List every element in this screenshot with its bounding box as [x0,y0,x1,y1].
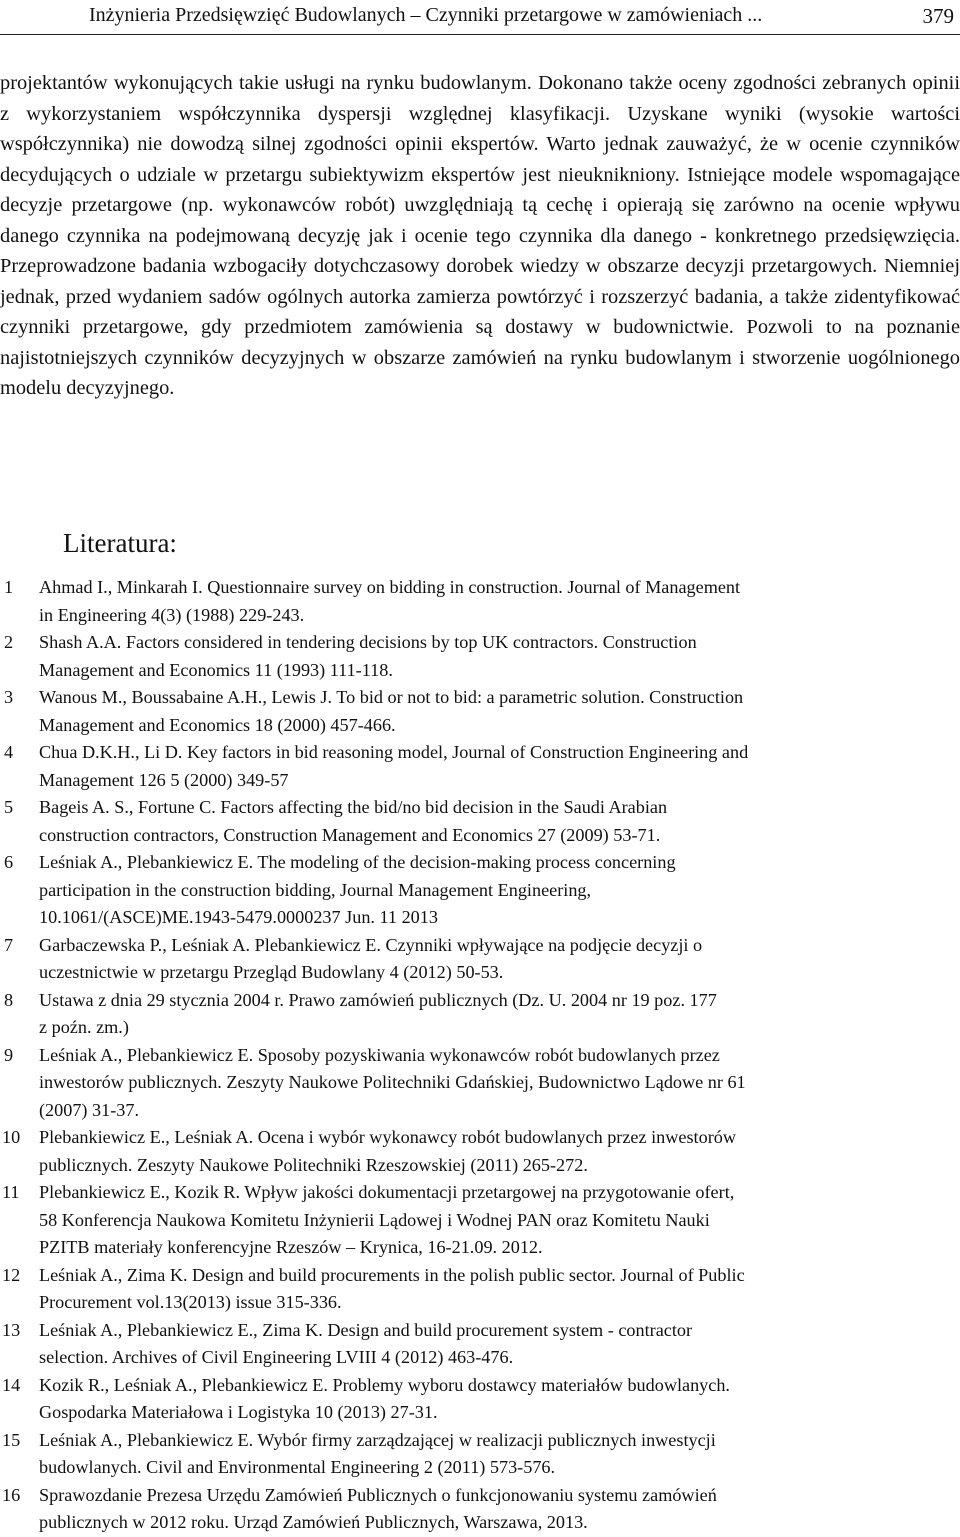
reference-text-line: Garbaczewska P., Leśniak A. Plebankiewicz E. Czynniki wpływające na podjęcie decyzji o [39,934,703,955]
reference-text-line: Plebankiewicz E., Kozik R. Wpływ jakości dokumentacji przetargowej na przygotowanie ofert, [39,1182,735,1202]
page-number: 379 [922,4,954,28]
reference-text-line: construction contractors, Construction Management and Economics 27 (2009) 53-71. [39,824,661,845]
reference-text-line: Management and Economics 18 (2000) 457-466. [39,714,396,735]
reference-item [0,1317,960,1372]
reference-text-line: uczestnictwie w przetargu Przegląd Budowlany 4 (2012) 50-53. [39,962,504,982]
reference-item [0,932,960,987]
reference-number: 9 [4,1044,14,1065]
reference-text-line: publicznych. Zeszyty Naukowe Politechniki Rzeszowskiej (2011) 265-272. [39,1154,588,1175]
reference-text-line: Kozik R., Leśniak A., Plebankiewicz E. Problemy wyboru dostawcy materiałów budowlanych. [39,1374,730,1395]
reference-item [0,684,960,739]
reference-item [0,1124,960,1179]
reference-item [0,739,960,794]
reference-item [0,1372,960,1427]
reference-number: 2 [4,632,14,652]
reference-text-line: Ahmad I., Minkarah I. Questionnaire survey on bidding in construction. Journal of Management [39,577,741,597]
reference-text-line: Wanous M., Boussabaine A.H., Lewis J. To bid or not to bid: a parametric solution. Construction [39,687,744,707]
reference-number: 14 [2,1374,21,1395]
running-header [0,0,960,35]
reference-text-line: Ustawa z dnia 29 stycznia 2004 r. Prawo zamówień publicznych (Dz. U. 2004 nr 19 poz. 177 [39,989,717,1010]
reference-item [0,1482,960,1537]
reference-text-line: Management 126 5 (2000) 349-57 [39,769,289,790]
reference-text-line: PZITB materiały konferencyjne Rzeszów – Krynica, 16-21.09. 2012. [39,1237,543,1257]
reference-number: 10 [2,1127,21,1147]
reference-text-line: selection. Archives of Civil Engineering LVIII 4 (2012) 463-476. [39,1347,514,1367]
reference-text-line: budowlanych. Civil and Environmental Engineering 2 (2011) 573-576. [39,1457,556,1477]
literature-heading: Literatura: [63,528,177,558]
reference-text-line: Leśniak A., Zima K. Design and build procurements in the polish public sector. Journal of Public [39,1264,745,1285]
reference-item [0,794,960,849]
reference-text-line: Sprawozdanie Prezesa Urzędu Zamówień Publicznych o funkcjonowaniu systemu zamówień [39,1484,717,1505]
reference-text-line: 10.1061/(ASCE)ME.1943-5479.0000237 Jun. 11 2013 [39,907,438,927]
reference-text-line: Leśniak A., Plebankiewicz E., Zima K. Design and build procurement system - contractor [39,1319,693,1340]
reference-text-line: (2007) 31-37. [39,1099,140,1120]
reference-text-line: Leśniak A., Plebankiewicz E. The modeling of the decision-making process concerning [39,852,676,872]
reference-number: 13 [2,1319,21,1340]
reference-text-line: Chua D.K.H., Li D. Key factors in bid reasoning model, Journal of Construction Engineering and [39,742,749,762]
reference-item [0,987,960,1042]
reference-text-line: z poźn. zm.) [39,1017,129,1037]
reference-list [0,574,960,1537]
reference-text-line: Gospodarka Materiałowa i Logistyka 10 (2013) 27-31. [39,1402,438,1422]
reference-item [0,1042,960,1125]
reference-item [0,1427,960,1482]
reference-number: 8 [4,989,14,1010]
reference-number: 6 [4,852,14,872]
reference-number: 5 [4,797,14,817]
reference-item [0,629,960,684]
reference-text-line: in Engineering 4(3) (1988) 229-243. [39,604,305,625]
reference-text-line: participation in the construction bidding, Journal Management Engineering, [39,879,592,900]
reference-text-line: inwestorów publicznych. Zeszyty Naukowe Politechniki Gdańskiej, Budownictwo Lądowe nr 61 [39,1072,746,1092]
reference-text-line: 58 Konferencja Naukowa Komitetu Inżynierii Lądowej i Wodnej PAN oraz Komitetu Nauki [39,1209,710,1230]
reference-text-line: Management and Economics 11 (1993) 111-118. [39,659,393,680]
reference-item [0,1179,960,1262]
reference-item [0,849,960,932]
reference-text-line: Shash A.A. Factors considered in tendering decisions by top UK contractors. Construction [39,632,697,652]
reference-text-line: Procurement vol.13(2013) issue 315-336. [39,1292,342,1312]
reference-number: 7 [4,934,14,955]
reference-number: 16 [2,1484,21,1505]
reference-number: 3 [4,687,14,707]
reference-text-line: Leśniak A., Plebankiewicz E. Sposoby pozyskiwania wykonawców robót budowlanych przez [39,1044,720,1065]
reference-number: 11 [2,1182,20,1202]
reference-item [0,574,960,629]
body-text [0,68,960,404]
reference-text-line: Bageis A. S., Fortune C. Factors affecting the bid/no bid decision in the Saudi Arabian [39,797,668,817]
running-header-title: Inżynieria Przedsięwzięć Budowlanych – Czynniki przetargowe w zamówieniach ... [89,4,763,26]
reference-text-line: Leśniak A., Plebankiewicz E. Wybór firmy zarządzającej w realizacji publicznych inwestycji [39,1429,716,1450]
reference-item [0,1262,960,1317]
body-paragraph: projektantów wykonujących takie usługi na rynku budowlanym. Dokonano także oceny zgodności zebranych opinii z wykorzystaniem współczynnika dyspersji względnej klasyfikacji. Uzyskane wyniki (wysokie wartości współczynnika) nie dowodzą silnej zgodności opinii ekspertów. Warto jednak zauważyć, że w ocenie czynników decydujących o udziale w przetargu subiektywizm ekspertów jest nieuknikniony. Istniejące modele wspomagające decyzje przetargowe (np. wykonawców robót) uwzględniają tą cechę i opierają się zarówno na ocenie wpływu danego czynnika na podejmowaną decyzję jak i ocenie tego czynnika dla danego - konkretnego przedsięwzięcia. Przeprowadzone badania wzbogaciły dotychczasowy dorobek wiedzy w obszarze decyzji przetargowych. Niemniej jednak, przed wydaniem sadów ogólnych autorka zamierza powtórzyć i rozszerzyć badania, a także zidentyfikować czynniki przetargowe, gdy przedmiotem zamówienia są dostawy w budownictwie. Pozwoli to na poznanie najistotniejszych czynników decyzyjnych w obszarze zamówień na rynku budowlanym i stworzenie uogólnionego modelu decyzyjnego. [0,72,960,399]
reference-number: 1 [4,577,14,597]
reference-text-line: publicznych w 2012 roku. Urząd Zamówień Publicznych, Warszawa, 2013. [39,1512,588,1532]
reference-number: 12 [2,1264,21,1285]
reference-number: 15 [2,1429,21,1450]
reference-number: 4 [4,742,14,762]
reference-text-line: Plebankiewicz E., Leśniak A. Ocena i wybór wykonawcy robót budowlanych przez inwestorów [39,1127,736,1147]
